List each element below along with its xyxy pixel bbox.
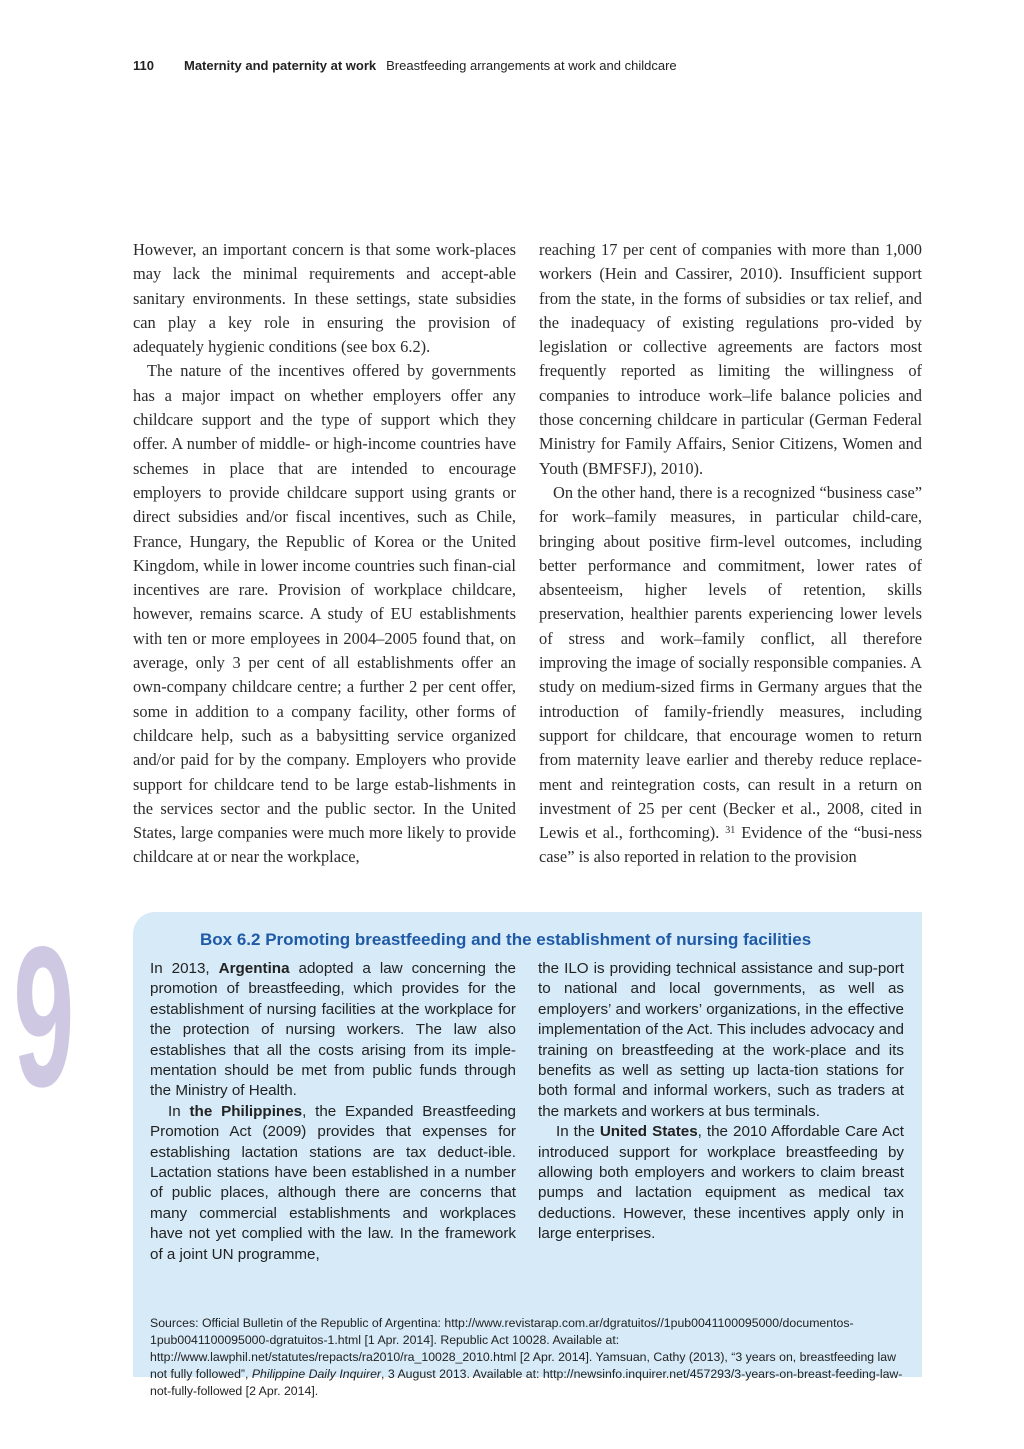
country-name: the Philippines <box>189 1102 303 1120</box>
text: adopted a law concerning the promotion of breastfeeding, which provides for the establishment of nursing facilities at the workplace for the protection of nursing workers. The law also establishes that all the costs arising from its imple-mentation should be met from public funds through the Ministry of Health. <box>150 960 516 1100</box>
paragraph-text: On the other hand, there is a recognized “business case” for work–family measures, in particular child-care, bringing about positive firm-level outcomes, including better performance and commitment, lower rates of absenteeism, higher levels of retention, skills preservation, healthier parents experiencing lower levels of stress and work–family conflict, all therefore improving the image of socially responsible companies. A study on medium-sized firms in Germany argues that the introduction of family-friendly measures, including support for childcare, that encourage women to return from maternity leave earlier and thereby reduce replace-ment and reintegration costs, can result in a return on investment of 25 per cent (Becker et al., 2008, cited in Lewis et al., forthcoming). <box>539 482 922 843</box>
box-paragraph <box>150 1102 516 1265</box>
box-paragraph <box>538 1122 904 1244</box>
text: In 2013, <box>150 960 219 977</box>
sources-text: Sources: Official Bulletin of the Republic of Argentina: http://www.revistarap.com.ar/dgratuitos//1pub0041100095000/documentos-1pub0041100095000-dgratuitos-1.html [1 Apr. 2014]. Republic Act 10028. Available at: http://www.lawphil.net/statutes/repacts/ra2010/ra_10028_2010.html [2 Apr. 2014]. Yamsuan, Cathy (2013), “3 years on, breastfeeding law not fully followed”, <box>150 1316 897 1381</box>
book-title: Maternity and paternity at work <box>183 58 377 73</box>
country-name: Argentina <box>218 960 290 977</box>
paragraph: reaching 17 per cent of companies with more than 1,000 workers (Hein and Cassirer, 2010). Insufficient support from the state, in the forms of subsidies or tax relief, and the inadequacy of existing regulations pro-vided by legislation or collective agreements are factors most frequently reported as limiting the willingness of companies to introduce work–life balance policies and those concerning childcare in particular (German Federal Ministry for Family Affairs, Senior Citizens, Women and Youth (BMFSFJ), 2010). <box>539 240 922 478</box>
body-column-left <box>133 238 516 870</box>
running-header <box>133 58 933 73</box>
paragraph-text: Evidence of the “busi-ness case” is also reported in relation to the provision <box>539 823 922 867</box>
box-column-right <box>538 959 904 1245</box>
box-column-left <box>150 959 516 1265</box>
publication-name: Philippine Daily Inquirer <box>251 1367 382 1381</box>
text: In <box>168 1102 190 1120</box>
box-6-2 <box>133 912 922 1398</box>
paragraph: The nature of the incentives offered by governments has a major impact on whether employers offer any childcare support and the type of support which they offer. A number of middle- or high-income countries have schemes in place that are intended to encourage employers to provide childcare support using grants or direct subsidies and/or fiscal incentives, such as Chile, France, Hungary, the Republic of Korea or the United Kingdom, while in lower income countries such finan-cial incentives are rare. Provision of workplace childcare, however, remains scarce. A study of EU establishments with ten or more employees in 2004–2005 found that, on average, only 3 per cent of all establishments offer an own-company childcare centre; a further 2 per cent offer, some in addition to a company facility, other forms of childcare help, such as a babysitting service organized and/or paid for by the company. Employers who provide support for childcare tend to be large estab-lishments in the services sector and the public sector. In the United States, large companies were much more likely to provide childcare at or near the workplace, <box>133 361 516 867</box>
paragraph: However, an important concern is that some work-places may lack the minimal requirements and accept-able sanitary environments. In these settings, state subsidies can play a key role in ensuring the provision of adequately hygienic conditions (see box 6.2). <box>133 240 516 357</box>
text: , the Expanded Breastfeeding Promotion Act (2009) provides that expenses for establishing lactation stations are tax deduct-ible. Lactation stations have been established in a number of public places, although there are concerns that many commercial establishments and workplaces have not yet complied with the law. In the framework of a joint UN programme, <box>150 1102 516 1263</box>
body-column-right <box>539 238 922 870</box>
footnote-reference: 31 <box>725 825 736 837</box>
box-paragraph <box>150 959 516 1102</box>
paragraph <box>539 481 922 870</box>
sources-text: , 3 August 2013. Available at: http://newsinfo.inquirer.net/457293/3-years-on-breast-feeding-law-not-fully-followed [2 Apr. 2014]. <box>150 1367 903 1398</box>
chapter-title: Breastfeeding arrangements at work and childcare <box>386 58 677 73</box>
box-sources <box>150 1315 904 1400</box>
text: , the 2010 Affordable Care Act introduced support for workplace breastfeeding by allowing both employers and workers to claim breast pumps and lactation equipment as medical tax deductions. However, these incentives apply only in large enterprises. <box>538 1123 904 1243</box>
country-name: United States <box>599 1123 698 1141</box>
text: In the <box>556 1123 600 1141</box>
chapter-marker: 6 <box>13 905 75 1128</box>
box-title: Box 6.2 Promoting breastfeeding and the establishment of nursing facilities <box>200 930 812 949</box>
box-paragraph: the ILO is providing technical assistance and sup-port to national and local governments, as well as employers’ and workers’ organizations, in the effective implementation of the Act. This includes advocacy and training on breastfeeding at the work-place and its benefits as well as setting up lacta-tion stations for both formal and informal workers, such as traders at the markets and workers at bus terminals. <box>538 960 904 1120</box>
page-number: 110 <box>133 58 154 73</box>
